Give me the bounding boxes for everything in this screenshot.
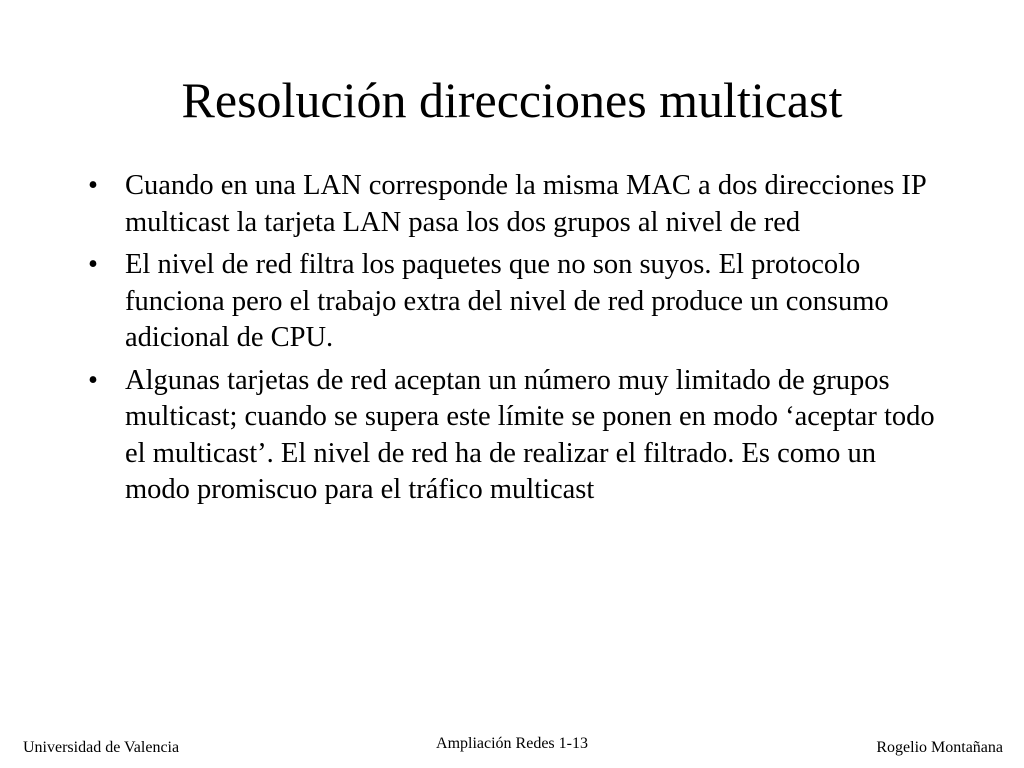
footer-university: Universidad de Valencia — [23, 739, 180, 756]
bullet-text: El nivel de red filtra los paquetes que no son suyos. El protocolo funciona pero el trabajo extra del nivel de red produce un consumo adicional de CPU. — [125, 249, 889, 353]
bullet-icon: • — [88, 364, 98, 396]
bullet-icon: • — [88, 170, 98, 201]
bullet-item — [88, 363, 948, 509]
bullet-item — [88, 168, 948, 241]
footer-course-page: Ampliación Redes 1-13 — [436, 735, 588, 752]
slide-title: Resolución direcciones multicast — [181, 72, 843, 128]
bullet-icon: • — [88, 249, 98, 280]
bullet-list — [88, 168, 948, 515]
footer-author: Rogelio Montañana — [876, 739, 1003, 756]
bullet-text: Cuando en una LAN corresponde la misma MAC a dos direcciones IP multicast la tarjeta LAN pasa los dos grupos al nivel de red — [125, 170, 926, 238]
bullet-text: Algunas tarjetas de red aceptan un número muy limitado de grupos multicast; cuando se supera este límite se ponen en modo ‘aceptar todo el multicast’. El nivel de red ha de realizar el filtrado. Es como un modo promiscuo para el tráfico multicast — [125, 364, 935, 505]
bullet-item — [88, 247, 948, 357]
